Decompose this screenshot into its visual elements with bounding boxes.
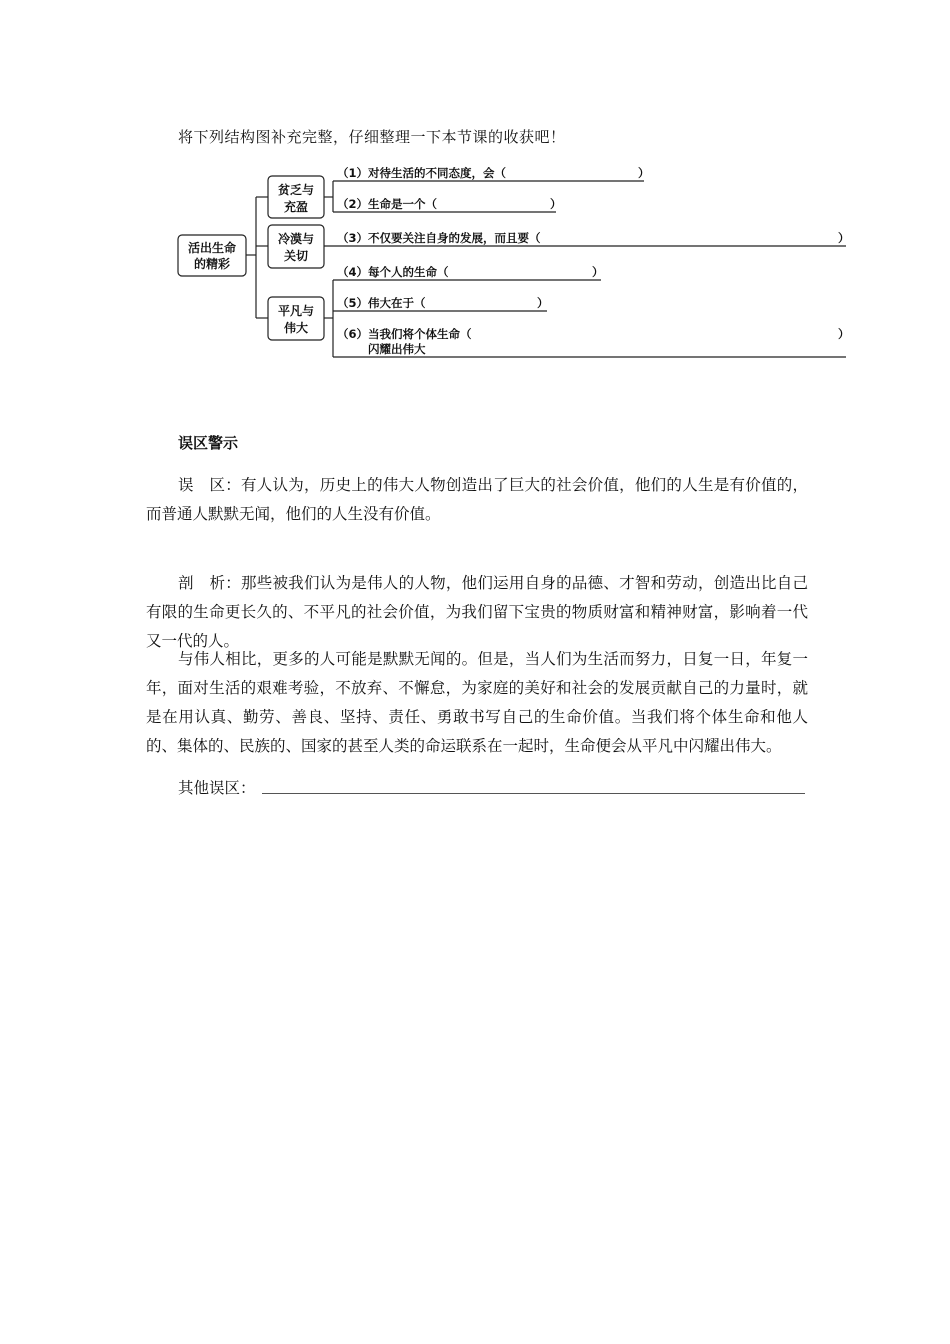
structure-diagram	[0, 0, 950, 400]
group-label-1b: 充盈	[283, 200, 309, 214]
item-1-text: （1）对待生活的不同态度，会（	[337, 166, 506, 180]
item-5-close: ）	[537, 296, 549, 310]
item-4-close: ）	[592, 265, 604, 279]
item-4-text: （4）每个人的生命（	[337, 265, 449, 279]
other-misconception-blank[interactable]	[262, 793, 805, 794]
group-label-2a: 冷漠与	[277, 232, 315, 246]
item-6-close: ）	[838, 327, 850, 341]
group-label-3b: 伟大	[283, 321, 309, 335]
item-3-close: ）	[838, 231, 850, 245]
section-title: 误区警示	[178, 434, 239, 452]
analysis-paragraph	[146, 569, 808, 656]
item-2-close: ）	[550, 197, 562, 211]
item-1-close: ）	[638, 166, 650, 180]
item-3-text: （3）不仅要关注自身的发展，而且要（	[337, 231, 541, 245]
misconception-text: 有人认为，历史上的伟大人物创造出了巨大的社会价值，他们的人生是有价值的，而普通人默默无闻，他们的人生没有价值。	[146, 476, 808, 523]
group-label-2b: 关切	[283, 249, 309, 263]
root-label-1: 活出生命	[187, 241, 237, 255]
analysis-label: 剖 析：	[178, 574, 242, 592]
item-6-line2: 闪耀出伟大	[368, 342, 426, 356]
group-label-3a: 平凡与	[277, 304, 315, 318]
instruction-text: 将下列结构图补充完整，仔细整理一下本节课的收获吧！	[178, 128, 566, 146]
explanation-paragraph: 与伟人相比，更多的人可能是默默无闻的。但是，当人们为生活而努力，日复一日，年复一年，面对生活的艰难考验，不放弃、不懈怠，为家庭的美好和社会的发展贡献自己的力量时，就是在用认真、勤劳、善良、坚持、责任、勇敢书写自己的生命价值。当我们将个体生命和他人的、集体的、民族的、国家的甚至人类的命运联系在一起时，生命便会从平凡中闪耀出伟大。	[146, 650, 808, 755]
item-2-text: （2）生命是一个（	[337, 197, 438, 211]
misconception-paragraph	[146, 471, 808, 529]
misconception-label: 误 区：	[178, 476, 242, 494]
group-label-1a: 贫乏与	[277, 183, 315, 197]
root-label-2: 的精彩	[193, 257, 231, 271]
item-5-text: （5）伟大在于（	[337, 296, 426, 310]
analysis-text: 那些被我们认为是伟人的人物，他们运用自身的品德、才智和劳动，创造出比自己有限的生命更长久的、不平凡的社会价值，为我们留下宝贵的物质财富和精神财富，影响着一代又一代的人。	[146, 574, 808, 650]
other-misconception-label: 其他误区：	[178, 779, 256, 797]
item-6-text: （6）当我们将个体生命（	[337, 327, 472, 341]
